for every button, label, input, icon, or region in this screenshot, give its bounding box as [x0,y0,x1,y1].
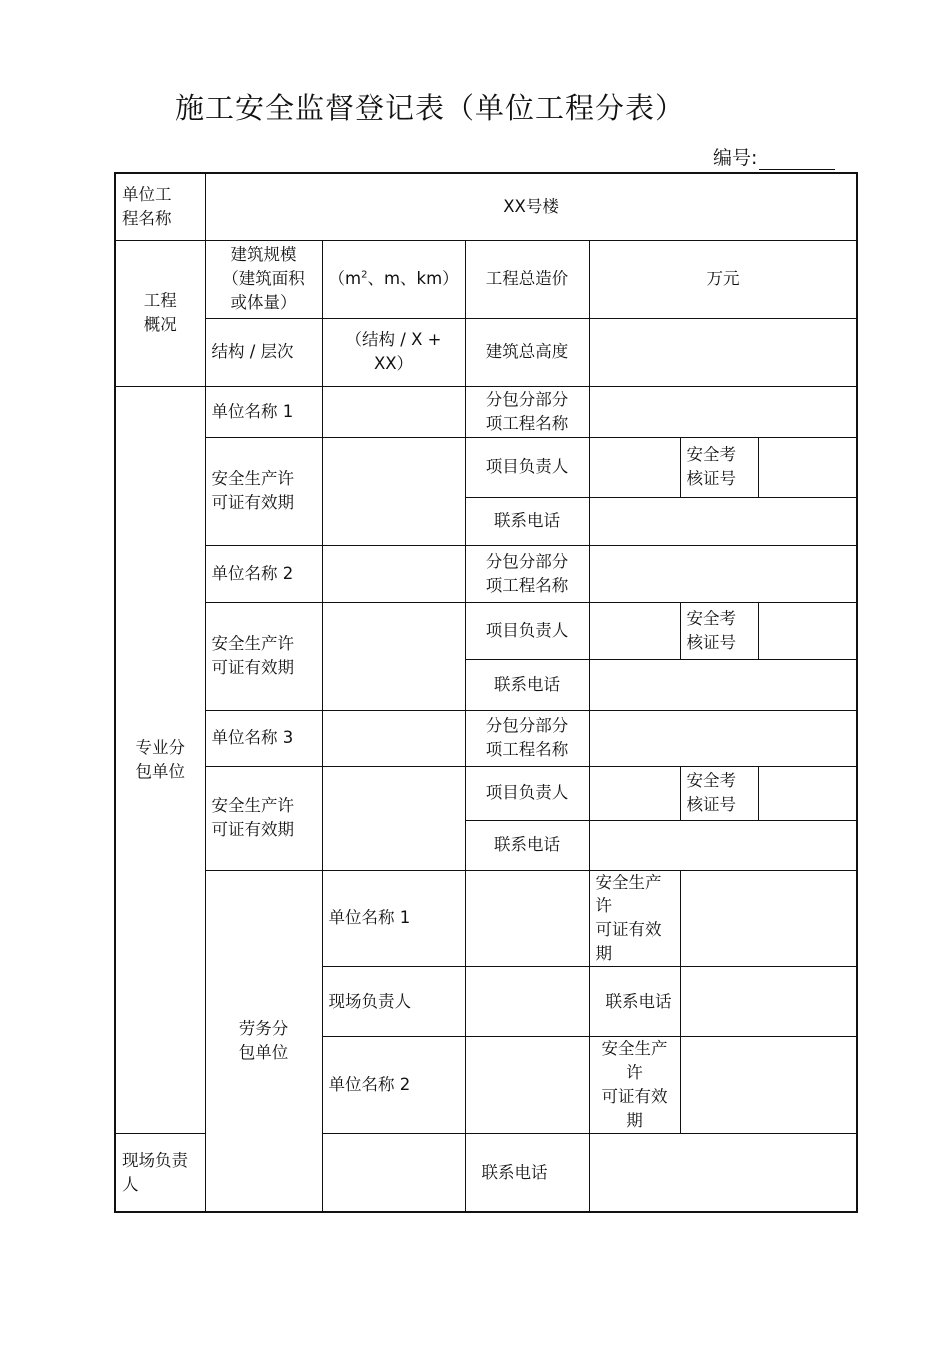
specialty-subcontractor-label: 专业分 包单位 [115,386,205,1133]
labor-1-unit-name-value[interactable] [465,870,589,967]
overview-structure-row [115,318,857,386]
specialty-1-manager-value[interactable] [589,437,680,497]
specialty-3-sub-project-label: 分包分部分 项工程名称 [465,710,589,766]
specialty-1-permit-label: 安全生产许 可证有效期 [205,437,322,545]
specialty-2-sub-project-value[interactable] [589,545,857,602]
specialty-1-sub-project-label: 分包分部分 项工程名称 [465,386,589,437]
structure-label: 结构 / 层次 [205,318,322,386]
scale-unit-sup: 2 [361,269,368,281]
labor-2-unit-name-label: 单位名称 2 [322,1037,465,1134]
page-title: 施工安全监督登记表（单位工程分表） [175,91,686,125]
serial-number-label: 编号: [713,147,758,169]
specialty-unit-3-name-row [115,710,857,766]
specialty-2-unit-name-label: 单位名称 2 [205,545,322,602]
labor-1-phone-value[interactable] [680,967,857,1037]
specialty-1-cert-label: 安全考 核证号 [680,437,758,497]
building-scale-label: 建筑规模 （建筑面积 或体量） [205,240,322,318]
specialty-1-unit-name-value[interactable] [322,386,465,437]
specialty-unit-1-manager-row [115,437,857,497]
serial-number [713,143,835,170]
labor-1-phone-label: 联系电话 [589,967,680,1037]
scale-unit-prefix: （m [328,269,362,289]
labor-1-site-manager-value[interactable] [465,967,589,1037]
labor-1-site-manager-label: 现场负责人 [322,967,465,1037]
specialty-2-unit-name-value[interactable] [322,545,465,602]
project-name-label: 单位工 程名称 [115,173,205,240]
specialty-2-cert-label: 安全考 核证号 [680,602,758,659]
specialty-3-sub-project-value[interactable] [589,710,857,766]
labor-2-unit-name-value[interactable] [465,1037,589,1134]
specialty-unit-2-manager-row [115,602,857,659]
project-name-row [115,173,857,240]
specialty-unit-3-manager-row [115,766,857,820]
specialty-3-unit-name-label: 单位名称 3 [205,710,322,766]
labor-2-phone-label: 联系电话 [465,1133,589,1212]
specialty-unit-1-name-row [115,386,857,437]
specialty-2-manager-label: 项目负责人 [465,602,589,659]
specialty-1-phone-value[interactable] [589,497,857,545]
specialty-3-permit-label: 安全生产许 可证有效期 [205,766,322,870]
specialty-2-manager-value[interactable] [589,602,680,659]
building-height-value[interactable] [589,318,857,386]
labor-unit-1-name-row [115,870,857,967]
specialty-3-cert-value[interactable] [758,766,857,820]
specialty-1-sub-project-value[interactable] [589,386,857,437]
building-height-label: 建筑总高度 [465,318,589,386]
specialty-3-cert-label: 安全考 核证号 [680,766,758,820]
specialty-3-phone-value[interactable] [589,820,857,870]
specialty-1-permit-value[interactable] [322,437,465,545]
serial-number-field[interactable] [759,147,835,170]
total-cost-unit[interactable]: 万元 [589,240,857,318]
specialty-2-permit-value[interactable] [322,602,465,710]
specialty-1-cert-value[interactable] [758,437,857,497]
project-name-value[interactable]: XX号楼 [205,173,857,240]
specialty-3-manager-value[interactable] [589,766,680,820]
specialty-2-permit-label: 安全生产许 可证有效期 [205,602,322,710]
labor-2-permit-value[interactable] [680,1037,857,1134]
specialty-1-phone-label: 联系电话 [465,497,589,545]
labor-1-permit-value[interactable] [680,870,857,967]
specialty-3-permit-value[interactable] [322,766,465,870]
scale-unit-suffix: 、m、km） [367,269,459,289]
specialty-3-manager-label: 项目负责人 [465,766,589,820]
labor-1-unit-name-label: 单位名称 1 [322,870,465,967]
labor-2-site-manager-label: 现场负责人 [115,1133,205,1212]
specialty-3-phone-label: 联系电话 [465,820,589,870]
overview-label: 工程 概况 [115,240,205,386]
specialty-1-manager-label: 项目负责人 [465,437,589,497]
specialty-2-phone-label: 联系电话 [465,659,589,710]
labor-1-permit-label: 安全生产许 可证有效期 [589,870,680,967]
labor-2-phone-value[interactable] [589,1133,857,1212]
specialty-2-cert-value[interactable] [758,602,857,659]
labor-2-site-manager-value[interactable] [322,1133,465,1212]
structure-value[interactable]: （结构 / X + XX） [322,318,465,386]
labor-2-permit-label: 安全生产许 可证有效期 [589,1037,680,1134]
registration-form-table [114,172,858,1213]
specialty-2-phone-value[interactable] [589,659,857,710]
specialty-3-unit-name-value[interactable] [322,710,465,766]
labor-subcontractor-label: 劳务分 包单位 [205,870,322,1212]
building-scale-unit[interactable] [322,240,465,318]
overview-scale-row [115,240,857,318]
specialty-unit-2-name-row [115,545,857,602]
specialty-1-unit-name-label: 单位名称 1 [205,386,322,437]
total-cost-label: 工程总造价 [465,240,589,318]
specialty-2-sub-project-label: 分包分部分 项工程名称 [465,545,589,602]
